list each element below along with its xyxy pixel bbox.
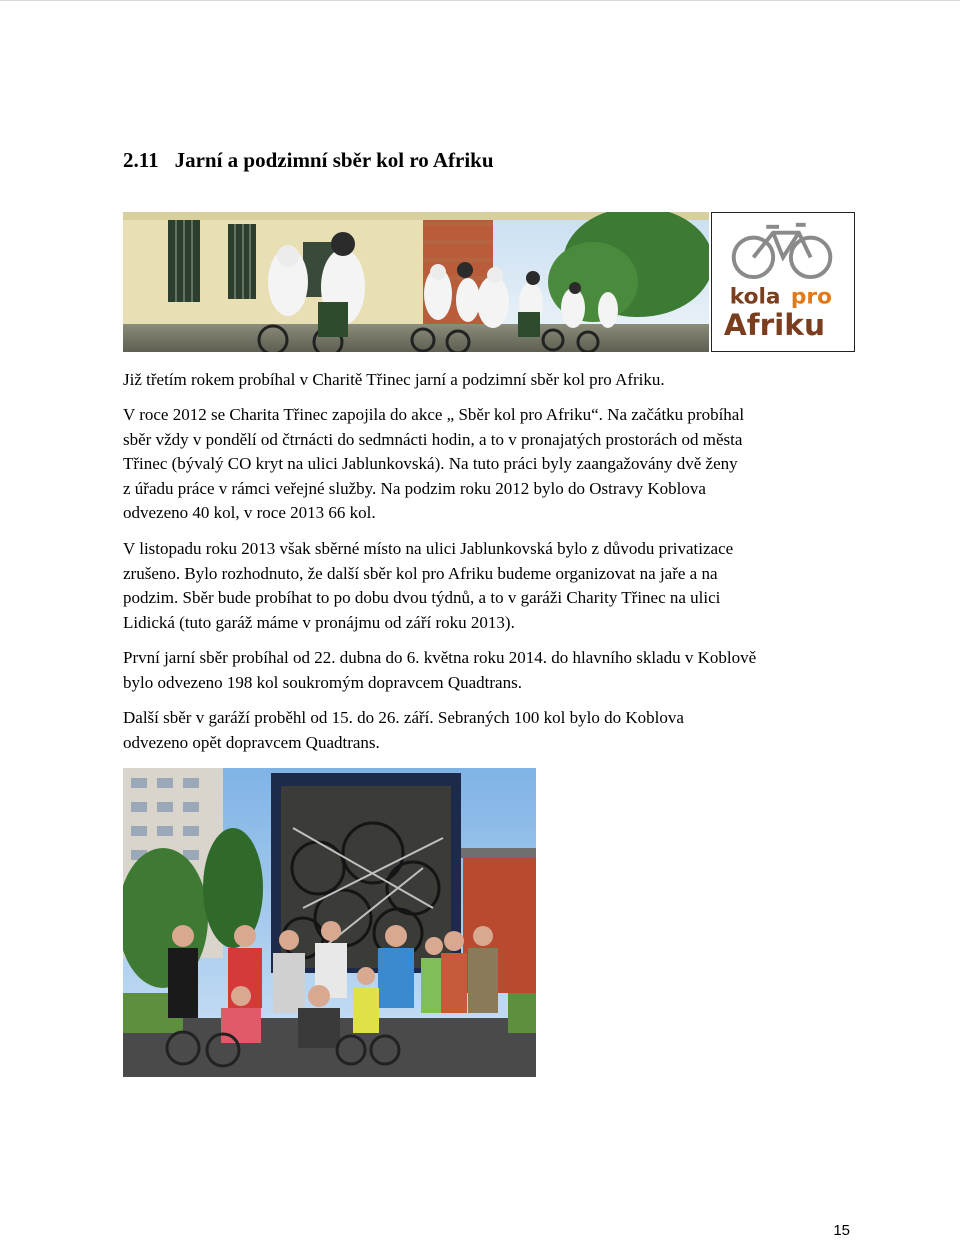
paragraph-3-line-4: Lidická (tuto garáž máme v pronájmu od září roku 2013).: [123, 612, 515, 632]
section-title: Jarní a podzimní sběr kol ro Afriku: [174, 148, 494, 172]
logo-word-kola: kola: [729, 284, 781, 310]
paragraph-1-line-1: Již třetím rokem probíhal v Charitě Třinec jarní a podzimní sběr kol pro Afriku.: [123, 370, 665, 389]
paragraph-5-line-1: Další sběr v garáží proběhl od 15. do 26. září. Sebraných 100 kol bylo do Koblova: [123, 708, 684, 727]
paragraph-3-line-3: podzim. Sběr bude probíhat to po dobu dvou týdnů, a to v garáži Charity Třinec na ulici: [123, 588, 721, 607]
paragraph-2-line-1: V roce 2012 se Charita Třinec zapojila do akce „ Sběr kol pro Afriku“. Na začátku probíhal: [123, 405, 745, 424]
logo-word-afriku: Afriku: [723, 308, 826, 343]
top-rule: [0, 0, 960, 1]
paragraph-5-line-2: odvezeno opět dopravcem Quadtrans.: [123, 732, 380, 752]
paragraph-2-line-3: Třinec (bývalý CO kryt na ulici Jablunkovská). Na tuto práci byly zaangažovány dvě ženy: [123, 454, 738, 473]
section-heading: [123, 147, 883, 173]
page-number: 15: [833, 1222, 850, 1239]
paragraph-4-line-1: První jarní sběr probíhal od 22. dubna do 6. května roku 2014. do hlavního skladu v Koblově: [123, 648, 757, 667]
paragraph-3-line-2: zrušeno. Bylo rozhodnuto, že další sběr kol pro Afriku budeme organizovat na jaře a na: [123, 563, 718, 583]
paragraph-5: [123, 706, 863, 755]
photo-group-truck-bicycles: [123, 768, 536, 1077]
kola-pro-afriku-logo: [711, 212, 855, 352]
paragraph-2-line-5: odvezeno 40 kol, v roce 2013 66 kol.: [123, 503, 376, 522]
paragraph-1: [123, 368, 863, 393]
paragraph-3: [123, 537, 863, 635]
paragraph-3-line-1: V listopadu roku 2013 však sběrné místo na ulici Jablunkovská bylo z důvodu privatizace: [123, 539, 734, 558]
paragraph-2-line-2: sběr vždy v pondělí od čtrnácti do sedmnácti hodin, a to v pronajatých prostorách od města: [123, 429, 743, 449]
photo-students-bicycles: [123, 212, 709, 352]
logo-word-pro: pro: [790, 284, 832, 310]
section-number: 2.11: [123, 148, 159, 172]
paragraph-4-line-2: bylo odvezeno 198 kol soukromým dopravcem Quadtrans.: [123, 672, 522, 692]
paragraph-2: [123, 403, 863, 526]
paragraph-4: [123, 646, 863, 695]
paragraph-2-line-4: z úřadu práce v rámci veřejné služby. Na podzim roku 2012 bylo do Ostravy Koblova: [123, 478, 706, 498]
